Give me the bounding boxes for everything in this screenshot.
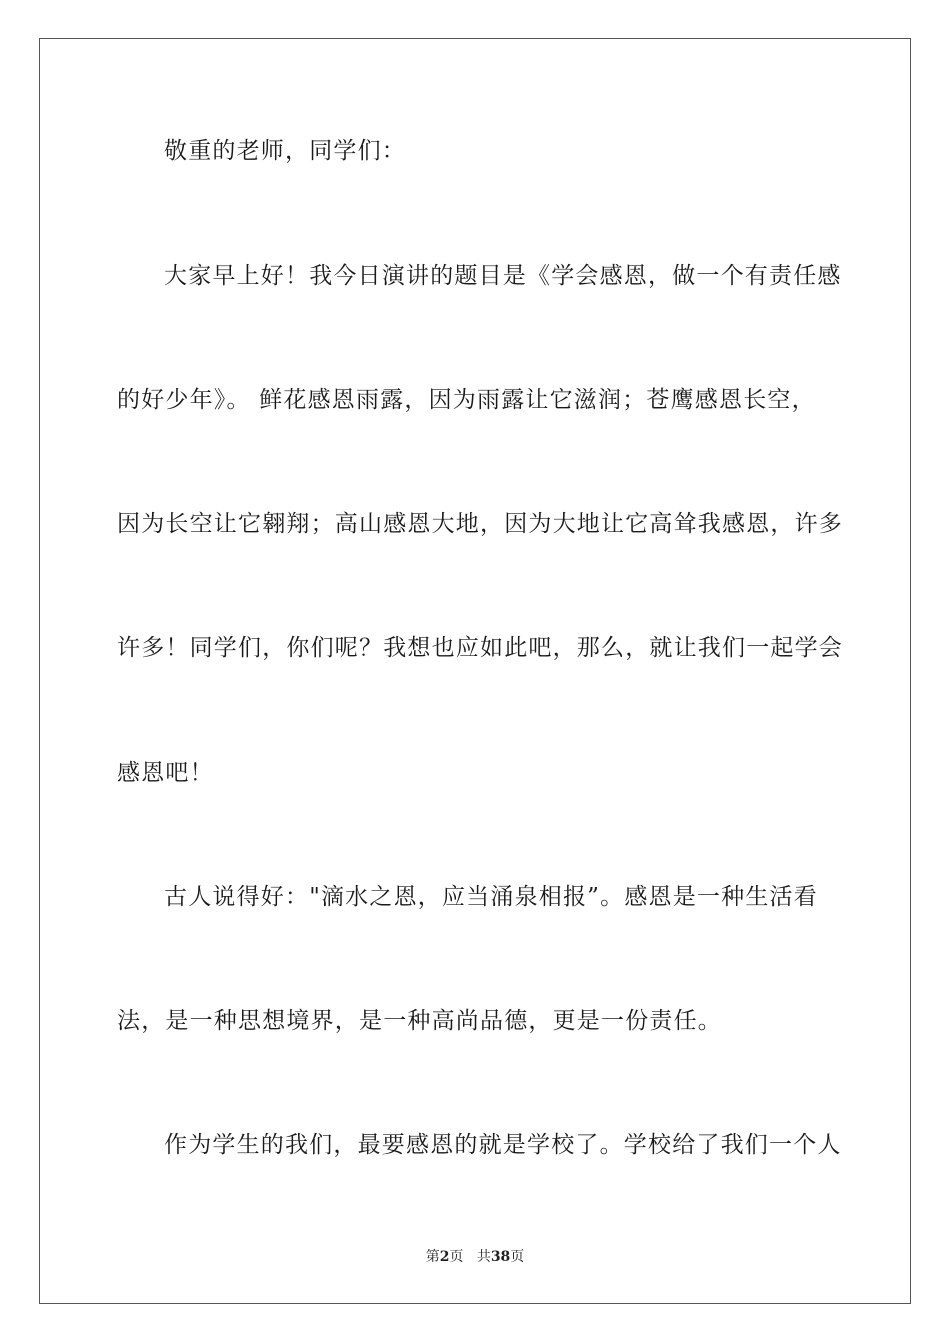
footer-page-suffix: 页 <box>449 1249 464 1265</box>
paragraph-1-line-4: 许多！同学们，你们呢？我想也应如此吧，那么，就让我们一起学会 <box>117 635 843 661</box>
paragraph-3-line-1: 作为学生的我们，最要感恩的就是学校了。学校给了我们一个人 <box>164 1132 842 1158</box>
paragraph-1-line-3: 因为长空让它翱翔；高山感恩大地，因为大地让它高耸我感恩，许多 <box>117 511 843 537</box>
footer-page-prefix: 第 <box>425 1249 440 1265</box>
paragraph-1-line-1: 大家早上好！我今日演讲的题目是《学会感恩，做一个有责任感 <box>164 263 842 289</box>
paragraph-1-line-2: 的好少年》。 鲜花感恩雨露，因为雨露让它滋润；苍鹰感恩长空， <box>117 387 816 413</box>
footer-total-suffix: 页 <box>510 1249 525 1265</box>
paragraph-2-line-2: 法，是一种思想境界，是一种高尚品德，更是一份责任。 <box>117 1008 722 1034</box>
paragraph-1-line-5: 感恩吧！ <box>117 760 214 786</box>
salutation-line: 敬重的老师，同学们： <box>164 138 406 164</box>
page-footer <box>0 1247 950 1267</box>
footer-total-pages: 38 <box>490 1249 511 1265</box>
paragraph-2-line-1: 古人说得好："滴水之恩，应当涌泉相报”。感恩是一种生活看 <box>164 884 818 910</box>
page-frame <box>39 38 911 1304</box>
footer-total-prefix: 共 <box>476 1249 491 1265</box>
footer-page-number: 2 <box>439 1249 450 1265</box>
